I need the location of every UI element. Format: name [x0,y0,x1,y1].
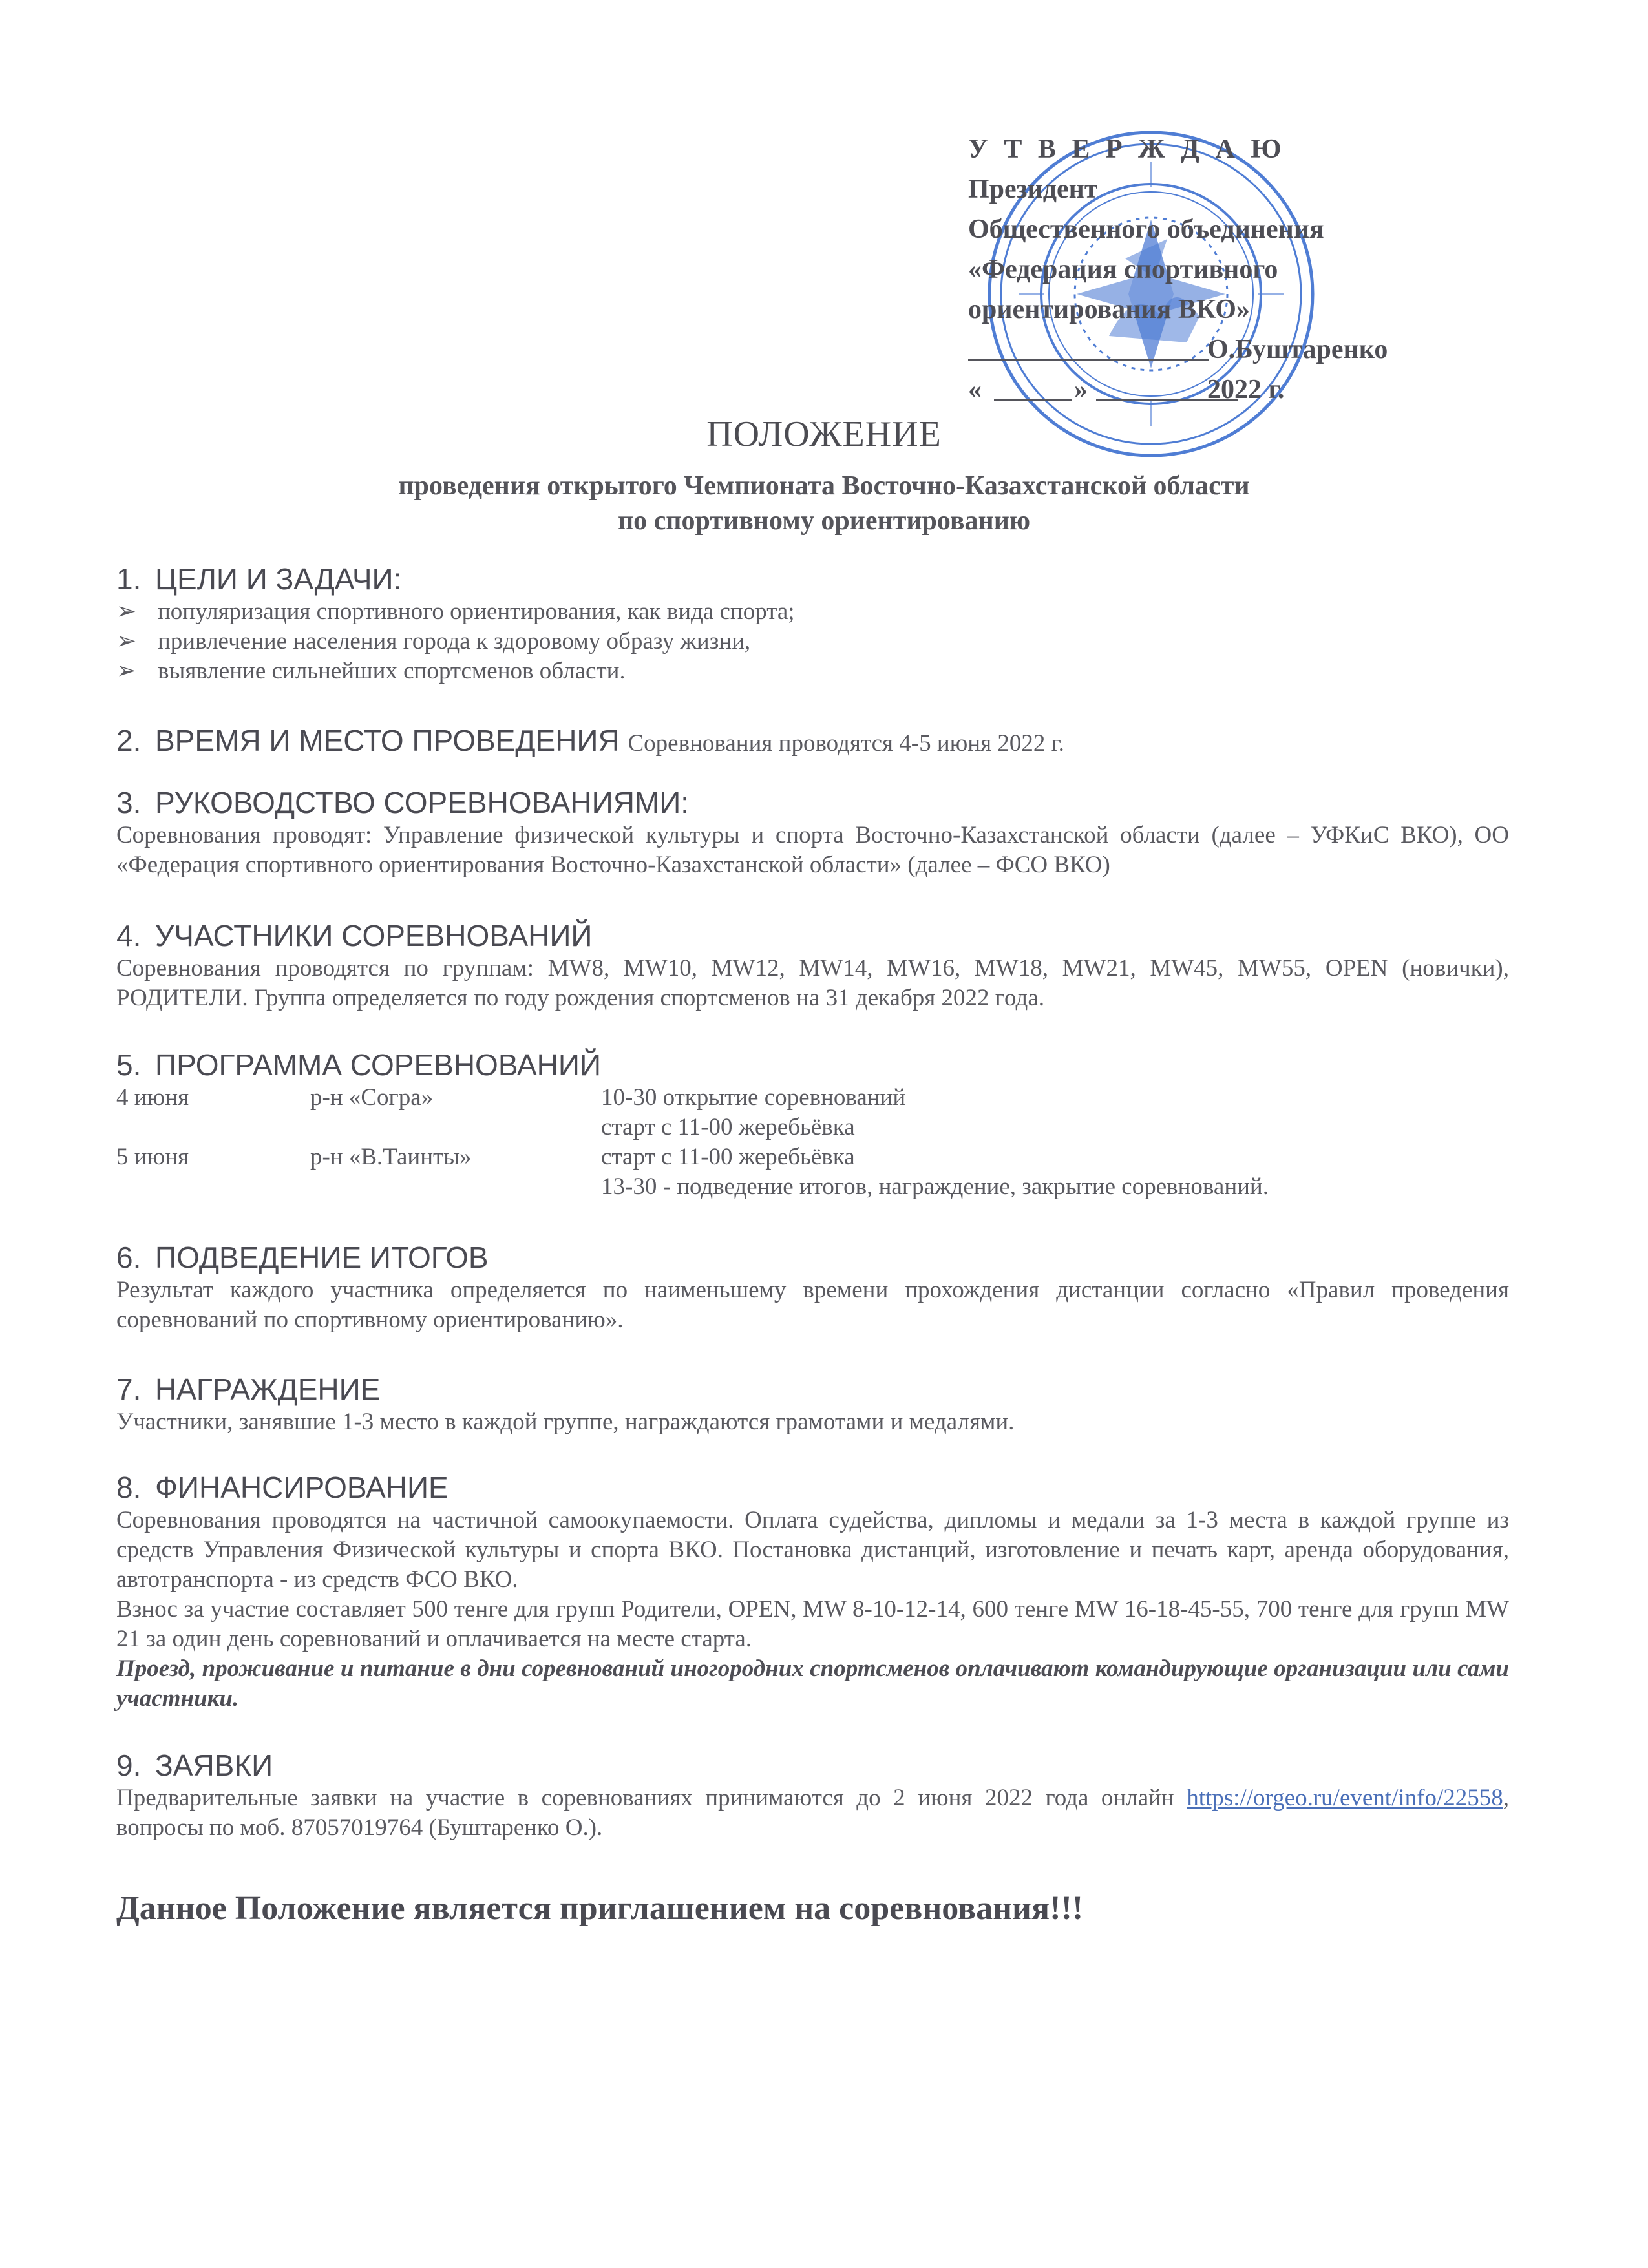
section-title: ФИНАНСИРОВАНИЕ [155,1471,449,1504]
section-heading [116,722,1509,762]
section-number: 5. [116,1048,142,1082]
signature-rule [968,359,1209,361]
section-heading [116,918,1509,954]
travel-expenses-note: Проезд, проживание и питание в дни соревнований иногородних спортсменов оплачивают командирующие организации или сами участники. [116,1655,1509,1712]
section-number: 8. [116,1471,142,1504]
section-financing [116,1469,1509,1714]
schedule-place [310,1172,601,1202]
section-title: ВРЕМЯ И МЕСТО ПРОВЕДЕНИЯ [155,724,620,757]
approval-heading: У Т В Е Р Ж Д А Ю [968,134,1286,164]
section-heading [116,1469,1509,1506]
document-subtitle-line1: проведения открытого Чемпионата Восточно-Казахстанской области [398,471,1250,501]
document-title: ПОЛОЖЕНИЕ [706,414,942,454]
date-open-quote: « [968,375,982,404]
date-year: 2022 г. [1207,375,1285,404]
applications-text [116,1783,1509,1843]
schedule-place [310,1113,601,1142]
applications-text-end: , вопросы по моб. 87057019764 (Буштаренко О.). [116,1785,1509,1841]
section-management [116,784,1509,880]
schedule-place: р-н «В.Таинты» [310,1144,472,1170]
section-results [116,1239,1509,1335]
applications-text-start: Предварительные заявки на участие в соревнованиях принимаются до 2 июня 2022 года онлайн [116,1785,1187,1811]
section-number: 3. [116,786,142,819]
schedule-date [116,1113,310,1142]
section-inline-text: Соревнования проводятся 4-5 июня 2022 г. [628,730,1064,757]
registration-link[interactable]: https://orgeo.ru/event/info/22558 [1187,1785,1503,1811]
section-heading [116,1371,1509,1407]
list-item-text: выявление сильнейших спортсменов области. [158,658,626,684]
arrow-bullet-icon: ➢ [116,598,137,625]
document-subtitle-line2: по спортивному ориентированию [617,506,1031,536]
arrow-bullet-icon: ➢ [116,628,137,655]
section-number: 2. [116,724,142,757]
section-number: 6. [116,1241,142,1274]
list-item-text: популяризация спортивного ориентирования, как вида спорта; [158,598,795,625]
section-heading [116,1239,1509,1276]
section-number: 4. [116,919,142,952]
section-title: НАГРАЖДЕНИЕ [155,1372,381,1406]
section-time-place [116,722,1509,762]
closing-statement: Данное Положение является приглашением на соревнования!!! [116,1890,1084,1927]
signature-name: О.Буштаренко [1207,335,1388,364]
schedule-event: 13-30 - подведение итогов, награждение, закрытие соревнований. [601,1173,1269,1200]
list-item [116,597,1509,627]
section-applications [116,1747,1509,1843]
financing-text: Соревнования проводятся на частичной самоокупаемости. Оплата судейства, дипломы и медали за 1-3 места в каждой группе из средств Управления Физической культуры и спорта ВКО. Постановка дистанций, изготовление и печать карт, аренда оборудования, автотранспорта - из средств ФСО ВКО. [116,1507,1509,1593]
section-heading [116,784,1509,821]
section-number: 9. [116,1748,142,1782]
approval-organization-name-1: «Федерация спортивного [968,255,1278,284]
list-item [116,656,1509,686]
list-item [116,627,1509,656]
section-text: Результат каждого участника определяется по наименьшему времени прохождения дистанции согласно «Правил проведения соревнований по спортивному ориентированию». [116,1277,1509,1333]
schedule-date: 5 июня [116,1144,189,1170]
program-schedule-table [116,1083,1509,1202]
schedule-date: 4 июня [116,1084,189,1111]
schedule-place: р-н «Согра» [310,1084,434,1111]
table-row [116,1083,1509,1113]
date-day-blank [994,399,1072,401]
section-title: ЗАЯВКИ [155,1748,273,1782]
section-program [116,1047,1509,1202]
section-heading [116,1747,1509,1783]
section-title: ЦЕЛИ И ЗАДАЧИ: [155,562,402,596]
table-row [116,1172,1509,1202]
section-heading [116,1047,1509,1083]
approval-block [968,129,1433,410]
schedule-event: старт с 11-00 жеребьёвка [601,1114,855,1140]
section-title: ПОДВЕДЕНИЕ ИТОГОВ [155,1241,489,1274]
goals-list [116,597,1509,686]
arrow-bullet-icon: ➢ [116,658,137,684]
schedule-event: старт с 11-00 жеребьёвка [601,1144,855,1170]
table-row [116,1113,1509,1142]
section-text: Участники, занявшие 1-3 место в каждой группе, награждаются грамотами и медалями. [116,1409,1015,1435]
section-number: 1. [116,562,142,596]
approval-organization: Общественного объединения [968,215,1324,244]
list-item-text: привлечение населения города к здоровому образу жизни, [158,628,751,655]
fee-text: Взнос за участие составляет 500 тенге для групп Родители, OPEN, MW 8-10-12-14, 600 тенге MW 16-18-45-55, 700 тенге для групп MW 21 за один день соревнований и оплачивается на месте старта. [116,1596,1509,1652]
table-row [116,1142,1509,1172]
approval-position: Президент [968,174,1098,204]
section-title: УЧАСТНИКИ СОРЕВНОВАНИЙ [155,919,593,952]
section-goals [116,561,1509,686]
signature-line [968,330,1433,370]
schedule-date [116,1172,310,1202]
date-close-quote: » [1074,375,1088,404]
section-heading [116,561,1509,597]
section-number: 7. [116,1372,142,1406]
schedule-event: 10-30 открытие соревнований [601,1084,906,1111]
approval-organization-name-2: ориентирования ВКО» [968,295,1250,324]
section-title: РУКОВОДСТВО СОРЕВНОВАНИЯМИ: [155,786,690,819]
date-line [968,370,1433,410]
section-title: ПРОГРАММА СОРЕВНОВАНИЙ [155,1048,602,1082]
section-text: Соревнования проводят: Управление физической культуры и спорта Восточно-Казахстанской области (далее – УФКиС ВКО), ОО «Федерация спортивного ориентирования Восточно-Казахстанской области» (далее – ФСО ВКО) [116,822,1509,878]
section-text: Соревнования проводятся по группам: MW8, MW10, MW12, MW14, MW16, MW18, MW21, MW45, MW55, OPEN (новички), РОДИТЕЛИ. Группа определяется по году рождения спортсменов на 31 декабря 2022 года. [116,955,1509,1011]
section-awards [116,1371,1509,1437]
section-participants [116,918,1509,1013]
